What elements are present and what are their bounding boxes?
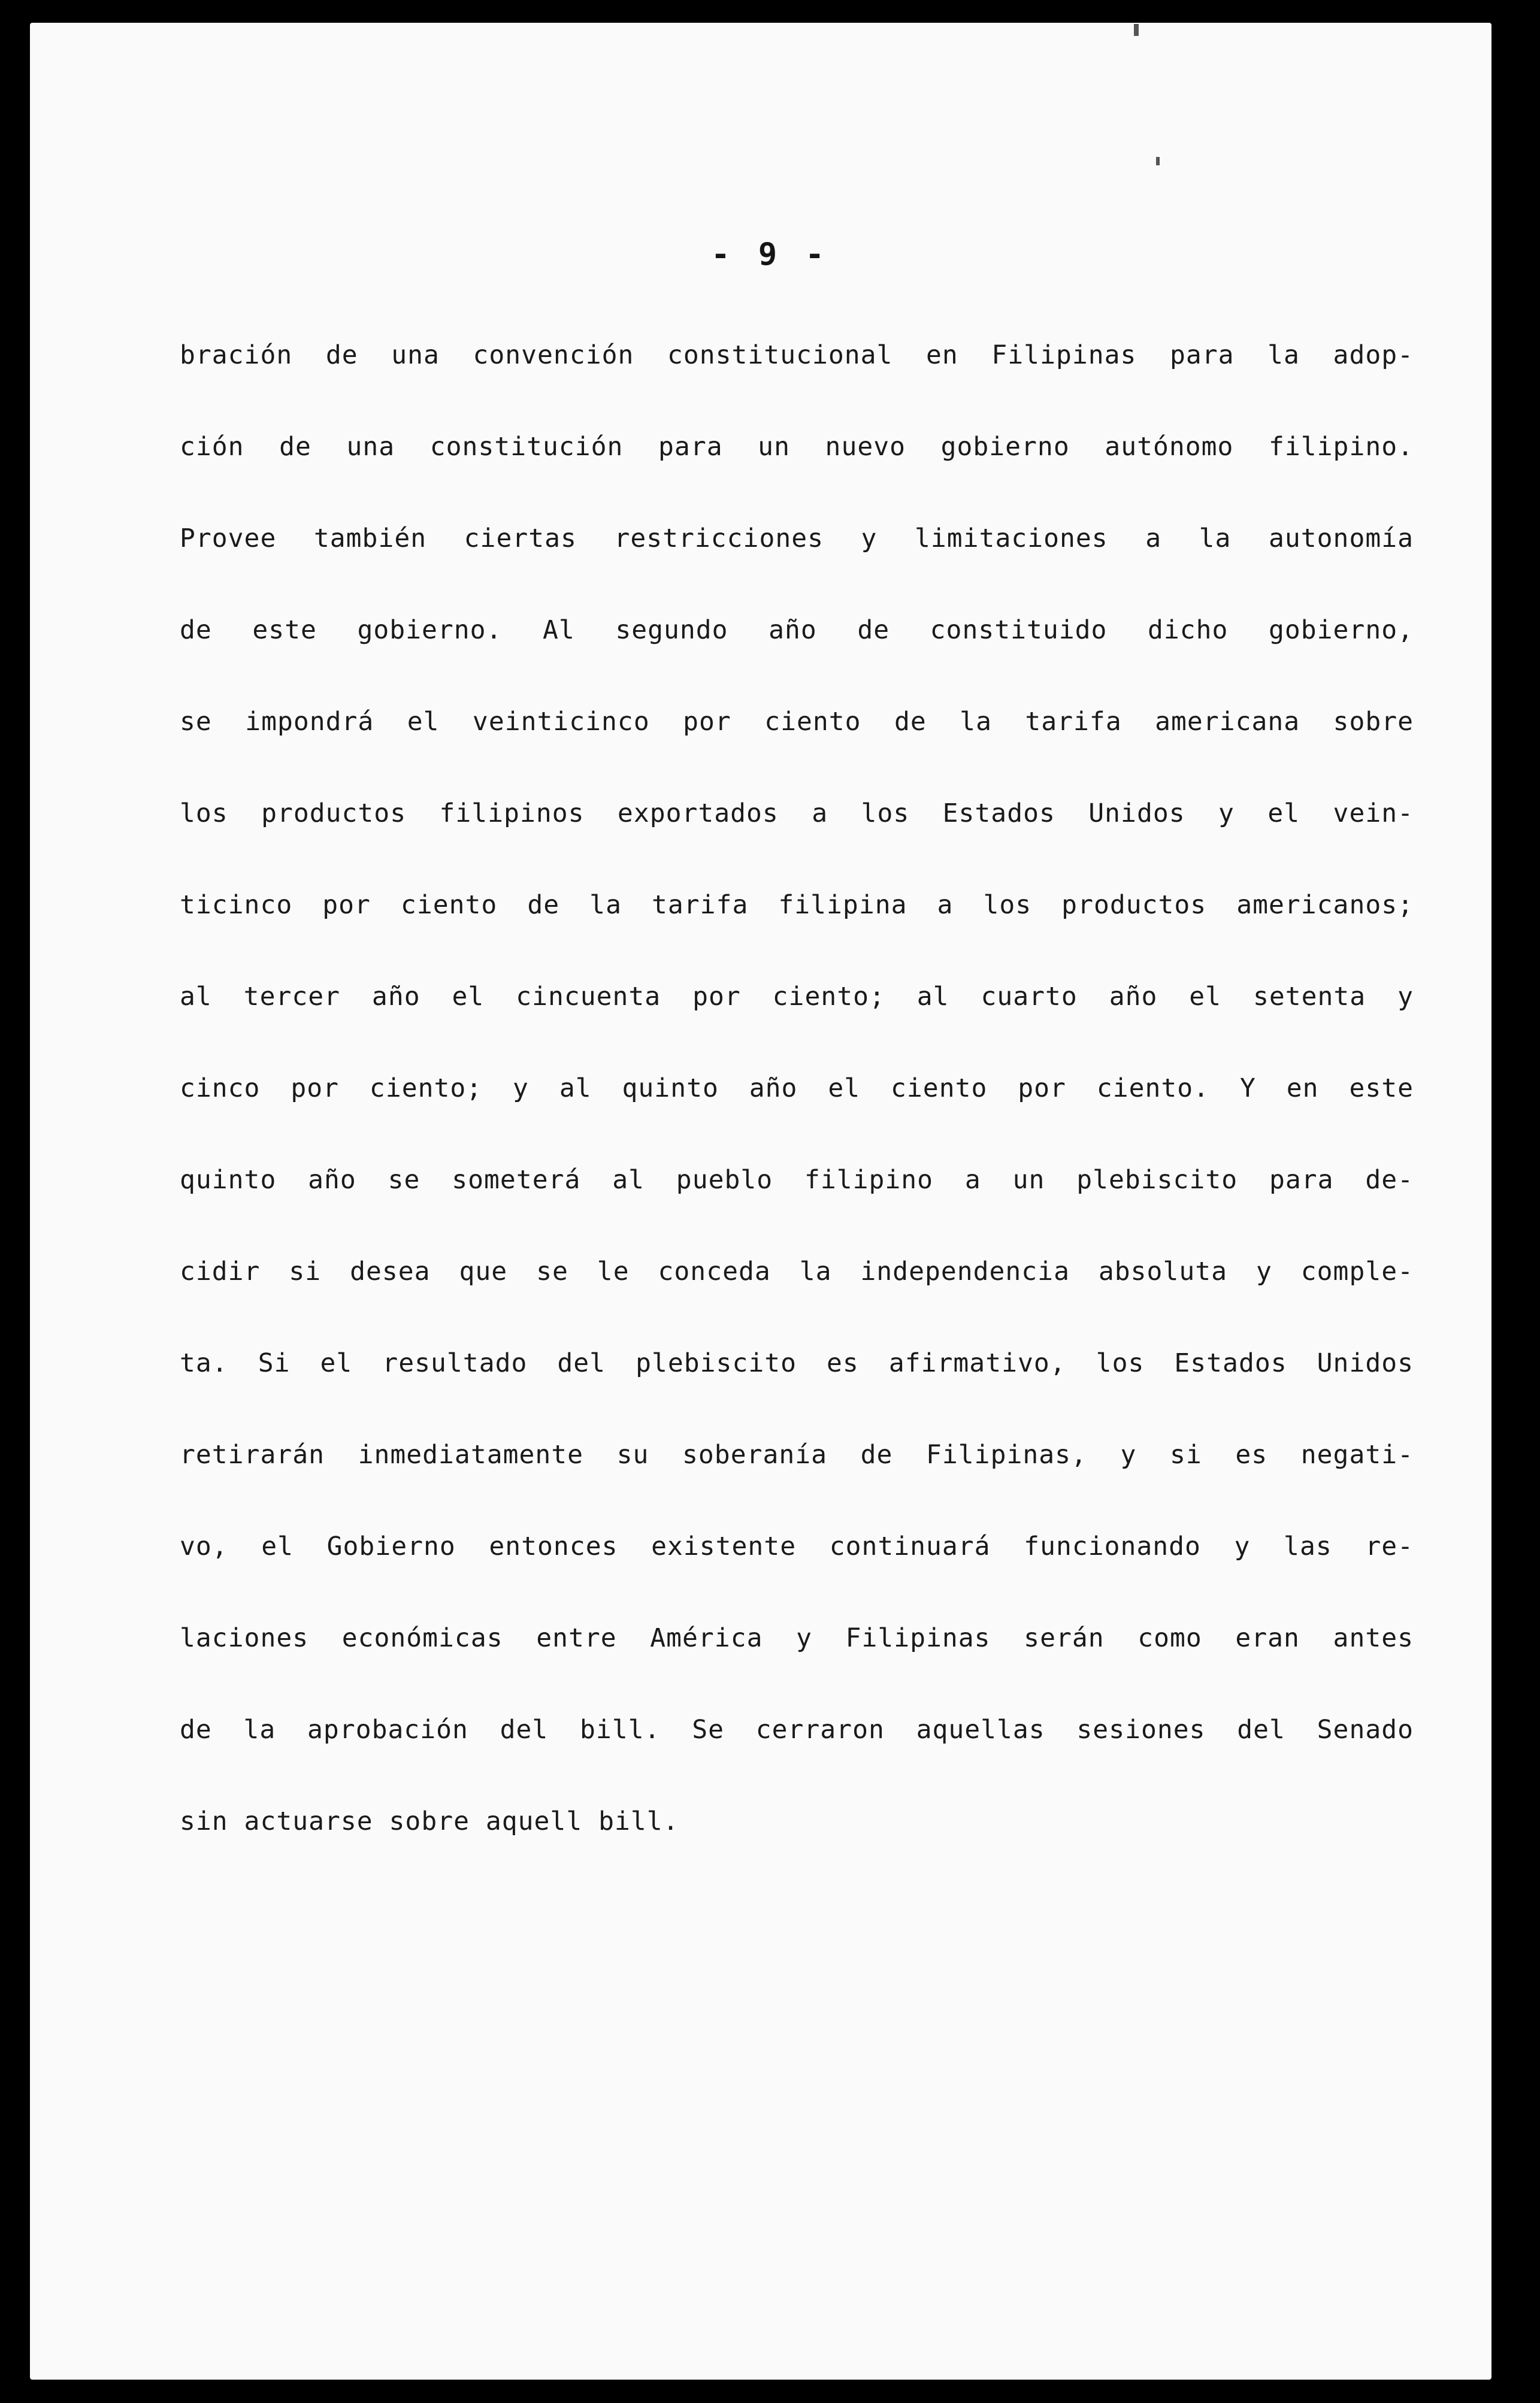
text-line: bración de una convención constitucional en Filipinas para la adop-: [180, 340, 1414, 370]
page-number: - 9 -: [711, 237, 829, 273]
text-line: quinto año se someterá al pueblo filipino a un plebiscito para de-: [180, 1165, 1414, 1195]
text-line: ticinco por ciento de la tarifa filipina a los productos americanos;: [180, 890, 1414, 920]
text-line: los productos filipinos exportados a los Estados Unidos y el vein-: [180, 798, 1414, 828]
paper-speck: [1156, 157, 1160, 165]
text-line: vo, el Gobierno entonces existente continuará funcionando y las re-: [180, 1532, 1414, 1561]
text-line: sin actuarse sobre aquell bill.: [180, 1806, 679, 1836]
text-line: al tercer año el cincuenta por ciento; al cuarto año el setenta y: [180, 982, 1414, 1012]
paper-speck: [1134, 24, 1139, 36]
text-line: ción de una constitución para un nuevo gobierno autónomo filipino.: [180, 432, 1414, 462]
text-line: laciones económicas entre América y Filipinas serán como eran antes: [180, 1623, 1414, 1653]
text-line: se impondrá el veinticinco por ciento de la tarifa americana sobre: [180, 707, 1414, 737]
text-line: de este gobierno. Al segundo año de constituido dicho gobierno,: [180, 615, 1414, 645]
text-line: retirarán inmediatamente su soberanía de Filipinas, y si es negati-: [180, 1440, 1414, 1470]
text-line: de la aprobación del bill. Se cerraron aquellas sesiones del Senado: [180, 1715, 1414, 1745]
text-line: ta. Si el resultado del plebiscito es afirmativo, los Estados Unidos: [180, 1348, 1414, 1378]
body-text: [180, 332, 1414, 1890]
text-line: Provee también ciertas restricciones y limitaciones a la autonomía: [180, 523, 1414, 553]
text-line: cidir si desea que se le conceda la independencia absoluta y comple-: [180, 1257, 1414, 1287]
text-line: cinco por ciento; y al quinto año el ciento por ciento. Y en este: [180, 1073, 1414, 1103]
